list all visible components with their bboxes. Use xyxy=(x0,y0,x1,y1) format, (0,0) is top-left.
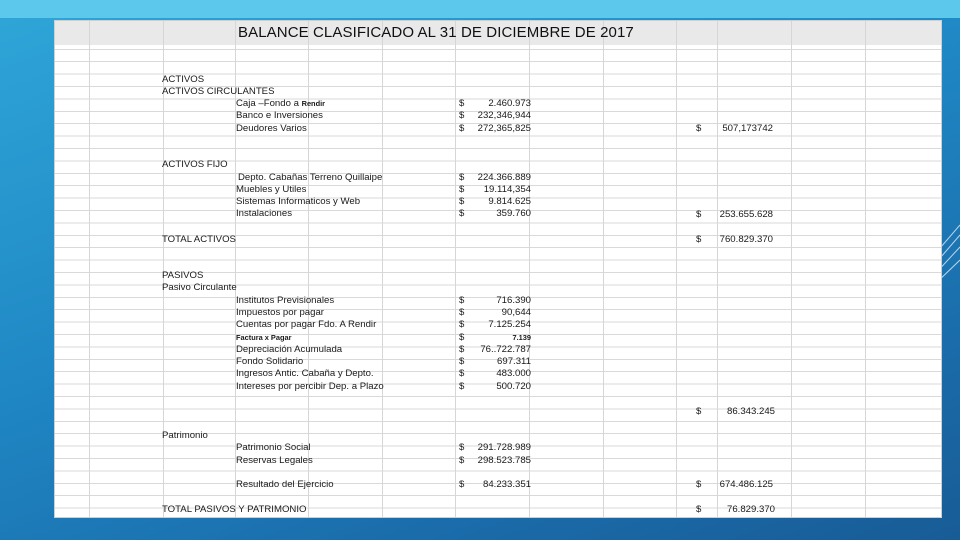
item-value: 19.114,354 xyxy=(483,184,531,195)
currency-sign: $ xyxy=(696,234,702,245)
currency-sign: $ xyxy=(459,356,465,367)
item-value: 716.390 xyxy=(496,295,531,306)
total-activos-value: 760.829.370 xyxy=(719,234,773,245)
item-label: Sistemas Informaticos y Web xyxy=(236,196,361,207)
item-label: Factura x Pagar xyxy=(236,333,292,342)
subtotal-value: 507,173742 xyxy=(722,123,773,134)
balance-sheet xyxy=(54,20,942,518)
currency-sign: $ xyxy=(459,172,465,183)
currency-sign: $ xyxy=(459,368,465,379)
item-label: Reservas Legales xyxy=(236,455,313,466)
grand-total-label: TOTAL PASIVOS Y PATRIMONIO xyxy=(162,504,307,515)
item-value: 483.000 xyxy=(496,368,531,379)
currency-sign: $ xyxy=(459,455,465,466)
grid-column-line xyxy=(89,21,90,517)
item-value: 2.460.973 xyxy=(488,98,531,109)
currency-sign: $ xyxy=(696,123,702,134)
currency-sign: $ xyxy=(459,381,465,392)
item-value: 90,644 xyxy=(501,307,531,318)
item-label: Depto. Cabañas Terreno Quillaipe xyxy=(238,172,383,183)
currency-sign: $ xyxy=(696,479,702,490)
item-value: 7.139 xyxy=(512,333,531,342)
currency-sign: $ xyxy=(459,123,465,134)
activos-header: ACTIVOS xyxy=(162,74,205,85)
item-value: 359.760 xyxy=(496,208,531,219)
item-label: Ingresos Antic. Cabaña y Depto. xyxy=(236,368,374,379)
grid-column-line xyxy=(717,21,718,517)
activos-fijo-header: ACTIVOS FIJO xyxy=(162,159,228,170)
item-label: Depreciación Acumulada xyxy=(236,344,343,355)
currency-sign: $ xyxy=(459,110,465,121)
item-value: 76..722.787 xyxy=(480,344,531,355)
item-label: Caja –Fondo a Rendir xyxy=(236,98,326,109)
currency-sign: $ xyxy=(696,504,702,515)
pasivo-circulante-header: Pasivo Circulante xyxy=(162,282,237,293)
grid-column-line xyxy=(865,21,866,517)
item-label: Muebles y Utiles xyxy=(236,184,307,195)
subtotal-value: 253.655.628 xyxy=(719,209,773,220)
currency-sign: $ xyxy=(459,184,465,195)
currency-sign: $ xyxy=(459,319,465,330)
currency-sign: $ xyxy=(696,209,702,220)
page-title: BALANCE CLASIFICADO AL 31 DE DICIEMBRE DE 2017 xyxy=(238,24,634,41)
grid-column-line xyxy=(676,21,677,517)
currency-sign: $ xyxy=(459,196,465,207)
grid-column-line xyxy=(455,21,456,517)
currency-sign: $ xyxy=(459,208,465,219)
item-value: 500.720 xyxy=(496,381,531,392)
item-value: 697.311 xyxy=(497,356,531,367)
item-label: Impuestos por pagar xyxy=(236,307,324,318)
item-value: 291.728.989 xyxy=(477,442,531,453)
currency-sign: $ xyxy=(459,295,465,306)
activos-circulantes-header: ACTIVOS CIRCULANTES xyxy=(162,86,275,97)
currency-sign: $ xyxy=(459,307,465,318)
item-value: 9.814.625 xyxy=(488,196,531,207)
resultado-value: 84.233.351 xyxy=(482,479,531,490)
item-label: Fondo Solidario xyxy=(236,356,304,367)
item-label: Deudores Varios xyxy=(236,123,307,134)
total-activos-label: TOTAL ACTIVOS xyxy=(162,234,236,245)
currency-sign: $ xyxy=(459,98,465,109)
item-label: Patrimonio Social xyxy=(236,442,311,453)
patrimonio-header: Patrimonio xyxy=(162,430,208,441)
grid-column-line xyxy=(791,21,792,517)
top-accent-bar xyxy=(0,0,960,18)
currency-sign: $ xyxy=(459,344,465,355)
grid-column-line xyxy=(382,21,383,517)
patrimonio-total-value: 674.486.125 xyxy=(719,479,773,490)
pasivos-total-value: 86.343.245 xyxy=(726,406,775,417)
resultado-label: Resultado del Ejercicio xyxy=(236,479,334,490)
currency-sign: $ xyxy=(459,332,465,343)
item-value: 224.366.889 xyxy=(477,172,531,183)
item-value: 298.523.785 xyxy=(477,455,531,466)
item-label: Banco e Inversiones xyxy=(236,110,323,121)
grid-column-line xyxy=(603,21,604,517)
item-value: 7.125.254 xyxy=(488,319,531,330)
item-label: Institutos Previsionales xyxy=(236,295,335,306)
item-label: Cuentas por pagar Fdo. A Rendir xyxy=(236,319,377,330)
currency-sign: $ xyxy=(696,406,702,417)
item-value: 272,365,825 xyxy=(477,123,531,134)
item-value: 232,346,944 xyxy=(477,110,531,121)
item-label: Instalaciones xyxy=(236,208,292,219)
item-label: Intereses por percibir Dep. a Plazo xyxy=(236,381,384,392)
pasivos-header: PASIVOS xyxy=(162,270,204,281)
currency-sign: $ xyxy=(459,442,465,453)
currency-sign: $ xyxy=(459,479,465,490)
grand-total-value: 76.829.370 xyxy=(726,504,775,515)
